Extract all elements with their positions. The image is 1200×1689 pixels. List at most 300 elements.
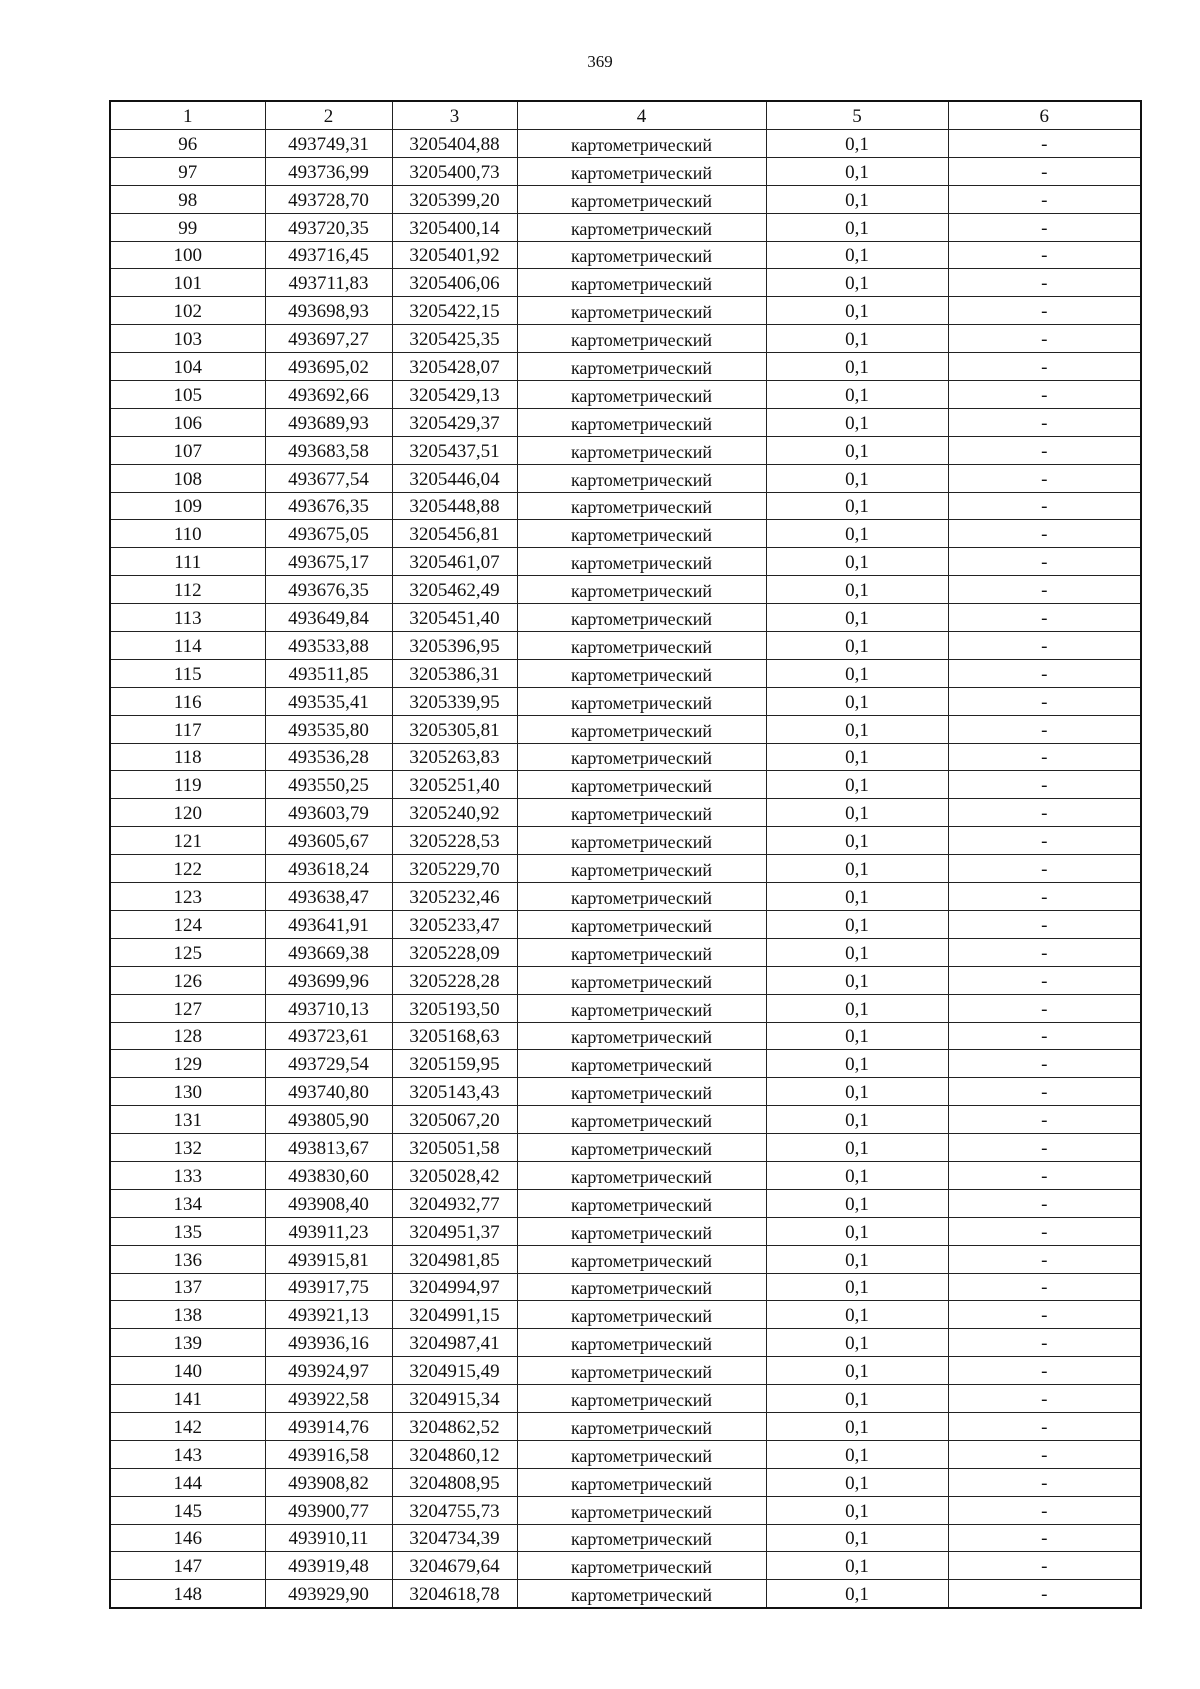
page-number: 369 bbox=[587, 52, 613, 71]
point-number-cell: 145 bbox=[110, 1496, 265, 1524]
y-coordinate-cell: 3205401,92 bbox=[392, 241, 517, 269]
accuracy-cell: 0,1 bbox=[766, 492, 948, 520]
note-cell: - bbox=[948, 157, 1141, 185]
x-coordinate-cell: 493697,27 bbox=[265, 325, 392, 353]
x-coordinate-cell: 493675,05 bbox=[265, 520, 392, 548]
x-coordinate-cell: 493922,58 bbox=[265, 1385, 392, 1413]
note-cell: - bbox=[948, 659, 1141, 687]
method-cell: картометрический bbox=[517, 269, 766, 297]
note-cell: - bbox=[948, 1078, 1141, 1106]
y-coordinate-cell: 3204679,64 bbox=[392, 1552, 517, 1580]
method-cell: картометрический bbox=[517, 492, 766, 520]
point-number-cell: 116 bbox=[110, 687, 265, 715]
method-cell: картометрический bbox=[517, 1301, 766, 1329]
header-col-6: 6 bbox=[948, 101, 1141, 130]
y-coordinate-cell: 3204987,41 bbox=[392, 1329, 517, 1357]
table-row bbox=[110, 1412, 1141, 1440]
table-row bbox=[110, 492, 1141, 520]
y-coordinate-cell: 3205456,81 bbox=[392, 520, 517, 548]
point-number-cell: 132 bbox=[110, 1134, 265, 1162]
table-row bbox=[110, 1524, 1141, 1552]
x-coordinate-cell: 493716,45 bbox=[265, 241, 392, 269]
accuracy-cell: 0,1 bbox=[766, 1161, 948, 1189]
x-coordinate-cell: 493921,13 bbox=[265, 1301, 392, 1329]
y-coordinate-cell: 3205429,13 bbox=[392, 381, 517, 409]
point-number-cell: 143 bbox=[110, 1440, 265, 1468]
method-cell: картометрический bbox=[517, 464, 766, 492]
y-coordinate-cell: 3204860,12 bbox=[392, 1440, 517, 1468]
y-coordinate-cell: 3205429,37 bbox=[392, 408, 517, 436]
note-cell: - bbox=[948, 604, 1141, 632]
table-row bbox=[110, 1161, 1141, 1189]
x-coordinate-cell: 493728,70 bbox=[265, 185, 392, 213]
x-coordinate-cell: 493915,81 bbox=[265, 1245, 392, 1273]
table-row bbox=[110, 994, 1141, 1022]
y-coordinate-cell: 3204951,37 bbox=[392, 1217, 517, 1245]
table-row bbox=[110, 520, 1141, 548]
y-coordinate-cell: 3205437,51 bbox=[392, 436, 517, 464]
accuracy-cell: 0,1 bbox=[766, 157, 948, 185]
table-row bbox=[110, 883, 1141, 911]
x-coordinate-cell: 493723,61 bbox=[265, 1022, 392, 1050]
table-row bbox=[110, 269, 1141, 297]
accuracy-cell: 0,1 bbox=[766, 659, 948, 687]
y-coordinate-cell: 3204915,34 bbox=[392, 1385, 517, 1413]
method-cell: картометрический bbox=[517, 436, 766, 464]
x-coordinate-cell: 493536,28 bbox=[265, 743, 392, 771]
point-number-cell: 122 bbox=[110, 855, 265, 883]
table-row bbox=[110, 381, 1141, 409]
method-cell: картометрический bbox=[517, 855, 766, 883]
table-row bbox=[110, 632, 1141, 660]
method-cell: картометрический bbox=[517, 325, 766, 353]
x-coordinate-cell: 493729,54 bbox=[265, 1050, 392, 1078]
point-number-cell: 102 bbox=[110, 297, 265, 325]
note-cell: - bbox=[948, 548, 1141, 576]
accuracy-cell: 0,1 bbox=[766, 771, 948, 799]
table-row bbox=[110, 548, 1141, 576]
accuracy-cell: 0,1 bbox=[766, 436, 948, 464]
accuracy-cell: 0,1 bbox=[766, 1329, 948, 1357]
accuracy-cell: 0,1 bbox=[766, 548, 948, 576]
y-coordinate-cell: 3205251,40 bbox=[392, 771, 517, 799]
header-col-2: 2 bbox=[265, 101, 392, 130]
point-number-cell: 119 bbox=[110, 771, 265, 799]
y-coordinate-cell: 3205462,49 bbox=[392, 576, 517, 604]
note-cell: - bbox=[948, 855, 1141, 883]
accuracy-cell: 0,1 bbox=[766, 715, 948, 743]
note-cell: - bbox=[948, 1301, 1141, 1329]
table-row bbox=[110, 743, 1141, 771]
accuracy-cell: 0,1 bbox=[766, 883, 948, 911]
method-cell: картометрический bbox=[517, 353, 766, 381]
note-cell: - bbox=[948, 353, 1141, 381]
method-cell: картометрический bbox=[517, 1468, 766, 1496]
note-cell: - bbox=[948, 1106, 1141, 1134]
table-row bbox=[110, 1385, 1141, 1413]
note-cell: - bbox=[948, 743, 1141, 771]
method-cell: картометрический bbox=[517, 743, 766, 771]
point-number-cell: 134 bbox=[110, 1189, 265, 1217]
point-number-cell: 126 bbox=[110, 966, 265, 994]
point-number-cell: 117 bbox=[110, 715, 265, 743]
note-cell: - bbox=[948, 799, 1141, 827]
accuracy-cell: 0,1 bbox=[766, 1134, 948, 1162]
note-cell: - bbox=[948, 827, 1141, 855]
point-number-cell: 147 bbox=[110, 1552, 265, 1580]
point-number-cell: 99 bbox=[110, 213, 265, 241]
method-cell: картометрический bbox=[517, 1440, 766, 1468]
x-coordinate-cell: 493603,79 bbox=[265, 799, 392, 827]
accuracy-cell: 0,1 bbox=[766, 1552, 948, 1580]
point-number-cell: 104 bbox=[110, 353, 265, 381]
accuracy-cell: 0,1 bbox=[766, 130, 948, 158]
y-coordinate-cell: 3205406,06 bbox=[392, 269, 517, 297]
x-coordinate-cell: 493689,93 bbox=[265, 408, 392, 436]
x-coordinate-cell: 493720,35 bbox=[265, 213, 392, 241]
method-cell: картометрический bbox=[517, 687, 766, 715]
table-row bbox=[110, 436, 1141, 464]
y-coordinate-cell: 3204808,95 bbox=[392, 1468, 517, 1496]
point-number-cell: 112 bbox=[110, 576, 265, 604]
point-number-cell: 120 bbox=[110, 799, 265, 827]
point-number-cell: 129 bbox=[110, 1050, 265, 1078]
table-row bbox=[110, 799, 1141, 827]
x-coordinate-cell: 493740,80 bbox=[265, 1078, 392, 1106]
y-coordinate-cell: 3204755,73 bbox=[392, 1496, 517, 1524]
point-number-cell: 108 bbox=[110, 464, 265, 492]
accuracy-cell: 0,1 bbox=[766, 1496, 948, 1524]
method-cell: картометрический bbox=[517, 1245, 766, 1273]
table-row bbox=[110, 1050, 1141, 1078]
point-number-cell: 142 bbox=[110, 1412, 265, 1440]
x-coordinate-cell: 493638,47 bbox=[265, 883, 392, 911]
method-cell: картометрический bbox=[517, 1552, 766, 1580]
x-coordinate-cell: 493813,67 bbox=[265, 1134, 392, 1162]
note-cell: - bbox=[948, 1385, 1141, 1413]
note-cell: - bbox=[948, 464, 1141, 492]
method-cell: картометрический bbox=[517, 659, 766, 687]
note-cell: - bbox=[948, 1245, 1141, 1273]
table-row bbox=[110, 1273, 1141, 1301]
table-row bbox=[110, 576, 1141, 604]
point-number-cell: 118 bbox=[110, 743, 265, 771]
method-cell: картометрический bbox=[517, 1580, 766, 1608]
y-coordinate-cell: 3205400,14 bbox=[392, 213, 517, 241]
method-cell: картометрический bbox=[517, 799, 766, 827]
point-number-cell: 136 bbox=[110, 1245, 265, 1273]
y-coordinate-cell: 3205400,73 bbox=[392, 157, 517, 185]
note-cell: - bbox=[948, 1357, 1141, 1385]
table-row bbox=[110, 604, 1141, 632]
method-cell: картометрический bbox=[517, 1134, 766, 1162]
table-row bbox=[110, 910, 1141, 938]
x-coordinate-cell: 493550,25 bbox=[265, 771, 392, 799]
x-coordinate-cell: 493924,97 bbox=[265, 1357, 392, 1385]
x-coordinate-cell: 493830,60 bbox=[265, 1161, 392, 1189]
y-coordinate-cell: 3205428,07 bbox=[392, 353, 517, 381]
note-cell: - bbox=[948, 1273, 1141, 1301]
method-cell: картометрический bbox=[517, 576, 766, 604]
point-number-cell: 106 bbox=[110, 408, 265, 436]
table-row bbox=[110, 1078, 1141, 1106]
method-cell: картометрический bbox=[517, 632, 766, 660]
header-col-4: 4 bbox=[517, 101, 766, 130]
table-row bbox=[110, 1134, 1141, 1162]
accuracy-cell: 0,1 bbox=[766, 408, 948, 436]
method-cell: картометрический bbox=[517, 213, 766, 241]
table-row bbox=[110, 855, 1141, 883]
point-number-cell: 140 bbox=[110, 1357, 265, 1385]
point-number-cell: 125 bbox=[110, 938, 265, 966]
point-number-cell: 101 bbox=[110, 269, 265, 297]
point-number-cell: 111 bbox=[110, 548, 265, 576]
accuracy-cell: 0,1 bbox=[766, 1273, 948, 1301]
accuracy-cell: 0,1 bbox=[766, 799, 948, 827]
note-cell: - bbox=[948, 1580, 1141, 1608]
header-col-5: 5 bbox=[766, 101, 948, 130]
note-cell: - bbox=[948, 1524, 1141, 1552]
table-row bbox=[110, 297, 1141, 325]
accuracy-cell: 0,1 bbox=[766, 185, 948, 213]
note-cell: - bbox=[948, 1552, 1141, 1580]
x-coordinate-cell: 493695,02 bbox=[265, 353, 392, 381]
method-cell: картометрический bbox=[517, 185, 766, 213]
y-coordinate-cell: 3205404,88 bbox=[392, 130, 517, 158]
x-coordinate-cell: 493917,75 bbox=[265, 1273, 392, 1301]
accuracy-cell: 0,1 bbox=[766, 938, 948, 966]
point-number-cell: 110 bbox=[110, 520, 265, 548]
table-row bbox=[110, 1189, 1141, 1217]
accuracy-cell: 0,1 bbox=[766, 381, 948, 409]
accuracy-cell: 0,1 bbox=[766, 1524, 948, 1552]
header-row bbox=[110, 101, 1141, 130]
point-number-cell: 115 bbox=[110, 659, 265, 687]
point-number-cell: 114 bbox=[110, 632, 265, 660]
note-cell: - bbox=[948, 771, 1141, 799]
point-number-cell: 105 bbox=[110, 381, 265, 409]
accuracy-cell: 0,1 bbox=[766, 1412, 948, 1440]
x-coordinate-cell: 493533,88 bbox=[265, 632, 392, 660]
x-coordinate-cell: 493692,66 bbox=[265, 381, 392, 409]
table-row bbox=[110, 1580, 1141, 1608]
accuracy-cell: 0,1 bbox=[766, 910, 948, 938]
y-coordinate-cell: 3205168,63 bbox=[392, 1022, 517, 1050]
note-cell: - bbox=[948, 269, 1141, 297]
y-coordinate-cell: 3205425,35 bbox=[392, 325, 517, 353]
note-cell: - bbox=[948, 297, 1141, 325]
table-header bbox=[110, 101, 1141, 130]
method-cell: картометрический bbox=[517, 910, 766, 938]
x-coordinate-cell: 493908,40 bbox=[265, 1189, 392, 1217]
note-cell: - bbox=[948, 436, 1141, 464]
accuracy-cell: 0,1 bbox=[766, 687, 948, 715]
point-number-cell: 113 bbox=[110, 604, 265, 632]
accuracy-cell: 0,1 bbox=[766, 213, 948, 241]
method-cell: картометрический bbox=[517, 1217, 766, 1245]
note-cell: - bbox=[948, 966, 1141, 994]
x-coordinate-cell: 493919,48 bbox=[265, 1552, 392, 1580]
note-cell: - bbox=[948, 1496, 1141, 1524]
x-coordinate-cell: 493535,80 bbox=[265, 715, 392, 743]
note-cell: - bbox=[948, 520, 1141, 548]
y-coordinate-cell: 3205229,70 bbox=[392, 855, 517, 883]
note-cell: - bbox=[948, 1050, 1141, 1078]
table-row bbox=[110, 408, 1141, 436]
method-cell: картометрический bbox=[517, 548, 766, 576]
method-cell: картометрический bbox=[517, 938, 766, 966]
method-cell: картометрический bbox=[517, 966, 766, 994]
y-coordinate-cell: 3205451,40 bbox=[392, 604, 517, 632]
note-cell: - bbox=[948, 1468, 1141, 1496]
point-number-cell: 138 bbox=[110, 1301, 265, 1329]
x-coordinate-cell: 493911,23 bbox=[265, 1217, 392, 1245]
method-cell: картометрический bbox=[517, 1412, 766, 1440]
x-coordinate-cell: 493618,24 bbox=[265, 855, 392, 883]
point-number-cell: 127 bbox=[110, 994, 265, 1022]
point-number-cell: 141 bbox=[110, 1385, 265, 1413]
accuracy-cell: 0,1 bbox=[766, 1440, 948, 1468]
method-cell: картометрический bbox=[517, 520, 766, 548]
point-number-cell: 131 bbox=[110, 1106, 265, 1134]
table-row bbox=[110, 715, 1141, 743]
y-coordinate-cell: 3205028,42 bbox=[392, 1161, 517, 1189]
x-coordinate-cell: 493914,76 bbox=[265, 1412, 392, 1440]
table-row bbox=[110, 938, 1141, 966]
x-coordinate-cell: 493669,38 bbox=[265, 938, 392, 966]
method-cell: картометрический bbox=[517, 1524, 766, 1552]
y-coordinate-cell: 3205051,58 bbox=[392, 1134, 517, 1162]
table-row bbox=[110, 1468, 1141, 1496]
method-cell: картометрический bbox=[517, 381, 766, 409]
y-coordinate-cell: 3204618,78 bbox=[392, 1580, 517, 1608]
point-number-cell: 130 bbox=[110, 1078, 265, 1106]
method-cell: картометрический bbox=[517, 157, 766, 185]
accuracy-cell: 0,1 bbox=[766, 1580, 948, 1608]
note-cell: - bbox=[948, 883, 1141, 911]
point-number-cell: 96 bbox=[110, 130, 265, 158]
accuracy-cell: 0,1 bbox=[766, 464, 948, 492]
method-cell: картометрический bbox=[517, 883, 766, 911]
accuracy-cell: 0,1 bbox=[766, 297, 948, 325]
y-coordinate-cell: 3205396,95 bbox=[392, 632, 517, 660]
x-coordinate-cell: 493677,54 bbox=[265, 464, 392, 492]
point-number-cell: 103 bbox=[110, 325, 265, 353]
x-coordinate-cell: 493908,82 bbox=[265, 1468, 392, 1496]
x-coordinate-cell: 493535,41 bbox=[265, 687, 392, 715]
note-cell: - bbox=[948, 1161, 1141, 1189]
point-number-cell: 124 bbox=[110, 910, 265, 938]
table-row bbox=[110, 157, 1141, 185]
method-cell: картометрический bbox=[517, 1329, 766, 1357]
table-row bbox=[110, 1301, 1141, 1329]
table-row bbox=[110, 1440, 1141, 1468]
table-row bbox=[110, 771, 1141, 799]
method-cell: картометрический bbox=[517, 1050, 766, 1078]
point-number-cell: 109 bbox=[110, 492, 265, 520]
method-cell: картометрический bbox=[517, 408, 766, 436]
coordinates-table bbox=[109, 100, 1142, 1609]
table-row bbox=[110, 827, 1141, 855]
x-coordinate-cell: 493900,77 bbox=[265, 1496, 392, 1524]
method-cell: картометрический bbox=[517, 1273, 766, 1301]
accuracy-cell: 0,1 bbox=[766, 1078, 948, 1106]
table-row bbox=[110, 213, 1141, 241]
method-cell: картометрический bbox=[517, 827, 766, 855]
accuracy-cell: 0,1 bbox=[766, 1468, 948, 1496]
point-number-cell: 97 bbox=[110, 157, 265, 185]
note-cell: - bbox=[948, 1134, 1141, 1162]
point-number-cell: 135 bbox=[110, 1217, 265, 1245]
point-number-cell: 137 bbox=[110, 1273, 265, 1301]
x-coordinate-cell: 493916,58 bbox=[265, 1440, 392, 1468]
note-cell: - bbox=[948, 1022, 1141, 1050]
x-coordinate-cell: 493676,35 bbox=[265, 492, 392, 520]
x-coordinate-cell: 493676,35 bbox=[265, 576, 392, 604]
y-coordinate-cell: 3205461,07 bbox=[392, 548, 517, 576]
point-number-cell: 123 bbox=[110, 883, 265, 911]
point-number-cell: 121 bbox=[110, 827, 265, 855]
y-coordinate-cell: 3205422,15 bbox=[392, 297, 517, 325]
accuracy-cell: 0,1 bbox=[766, 1050, 948, 1078]
method-cell: картометрический bbox=[517, 241, 766, 269]
accuracy-cell: 0,1 bbox=[766, 1385, 948, 1413]
table-body bbox=[110, 130, 1141, 1609]
accuracy-cell: 0,1 bbox=[766, 1217, 948, 1245]
table-row bbox=[110, 1357, 1141, 1385]
table-row bbox=[110, 1217, 1141, 1245]
note-cell: - bbox=[948, 241, 1141, 269]
method-cell: картометрический bbox=[517, 297, 766, 325]
method-cell: картометрический bbox=[517, 1385, 766, 1413]
method-cell: картометрический bbox=[517, 1161, 766, 1189]
note-cell: - bbox=[948, 213, 1141, 241]
y-coordinate-cell: 3205339,95 bbox=[392, 687, 517, 715]
accuracy-cell: 0,1 bbox=[766, 241, 948, 269]
y-coordinate-cell: 3204915,49 bbox=[392, 1357, 517, 1385]
x-coordinate-cell: 493736,99 bbox=[265, 157, 392, 185]
note-cell: - bbox=[948, 1412, 1141, 1440]
accuracy-cell: 0,1 bbox=[766, 1022, 948, 1050]
y-coordinate-cell: 3204734,39 bbox=[392, 1524, 517, 1552]
method-cell: картометрический bbox=[517, 604, 766, 632]
y-coordinate-cell: 3205193,50 bbox=[392, 994, 517, 1022]
method-cell: картометрический bbox=[517, 1078, 766, 1106]
x-coordinate-cell: 493641,91 bbox=[265, 910, 392, 938]
accuracy-cell: 0,1 bbox=[766, 325, 948, 353]
method-cell: картометрический bbox=[517, 130, 766, 158]
y-coordinate-cell: 3204991,15 bbox=[392, 1301, 517, 1329]
x-coordinate-cell: 493711,83 bbox=[265, 269, 392, 297]
table-row bbox=[110, 659, 1141, 687]
y-coordinate-cell: 3205228,28 bbox=[392, 966, 517, 994]
header-col-1: 1 bbox=[110, 101, 265, 130]
method-cell: картометрический bbox=[517, 1022, 766, 1050]
accuracy-cell: 0,1 bbox=[766, 827, 948, 855]
table-row bbox=[110, 1496, 1141, 1524]
note-cell: - bbox=[948, 1440, 1141, 1468]
note-cell: - bbox=[948, 1189, 1141, 1217]
y-coordinate-cell: 3205228,53 bbox=[392, 827, 517, 855]
accuracy-cell: 0,1 bbox=[766, 855, 948, 883]
note-cell: - bbox=[948, 130, 1141, 158]
y-coordinate-cell: 3204981,85 bbox=[392, 1245, 517, 1273]
table-row bbox=[110, 1552, 1141, 1580]
note-cell: - bbox=[948, 994, 1141, 1022]
table-row bbox=[110, 1022, 1141, 1050]
table-row bbox=[110, 185, 1141, 213]
table-row bbox=[110, 241, 1141, 269]
